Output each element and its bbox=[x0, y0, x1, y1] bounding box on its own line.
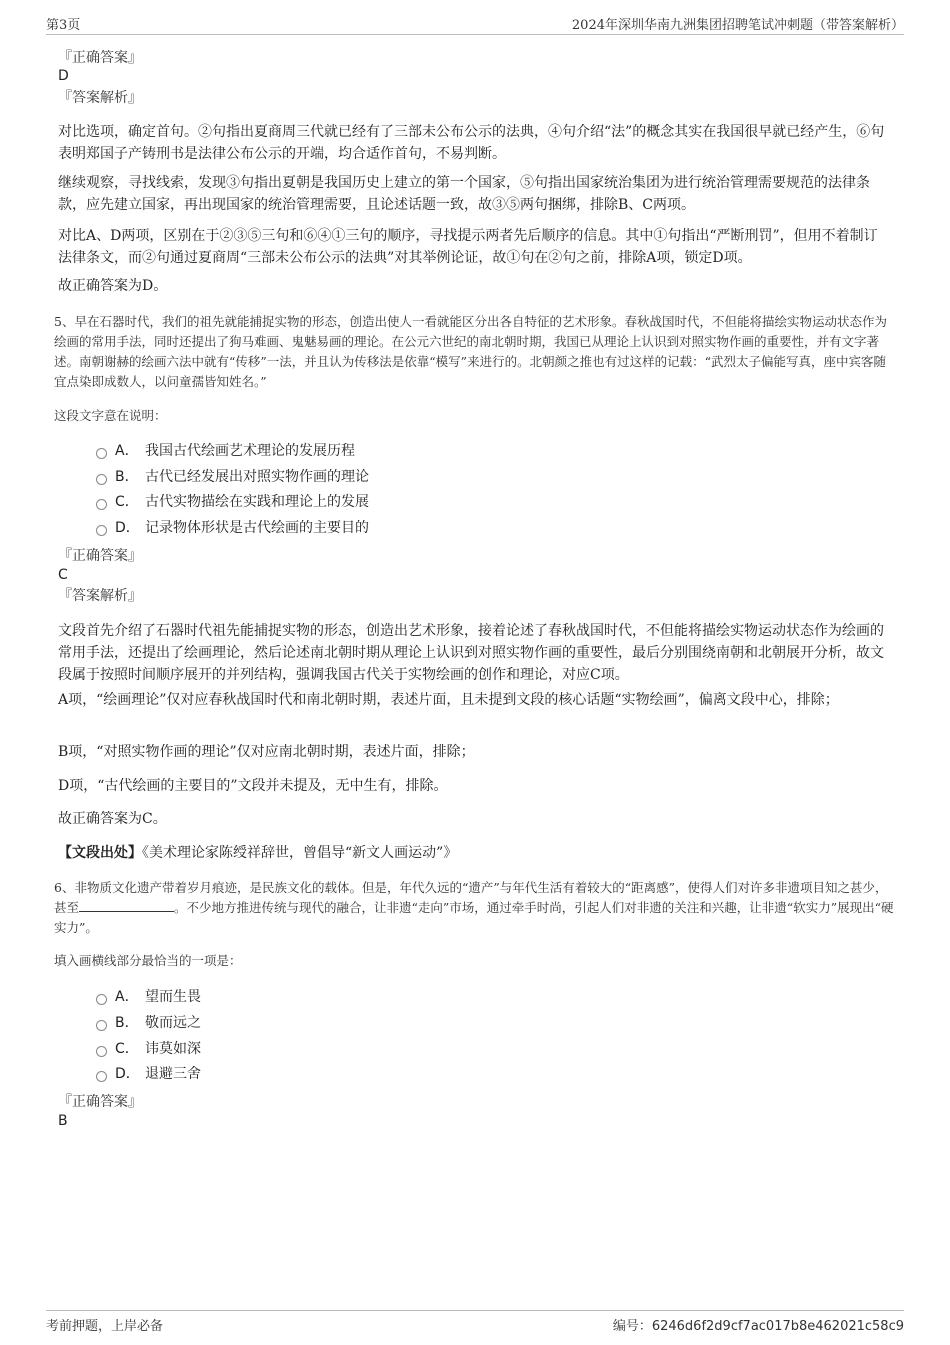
answer-label: 『正确答案』 bbox=[58, 1094, 142, 1110]
radio-button[interactable] bbox=[96, 448, 107, 459]
analysis-paragraph: 对比选项，确定首句。②句指出夏商周三代就已经有了三部未公布公示的法典，④句介绍“法”的概念其实在我国很早就已经产生，⑥句表明郑国子产铸刑书是法律公布公示的开端，均合适作首句，不易判断。 bbox=[58, 124, 885, 162]
page-footer bbox=[46, 1310, 904, 1335]
document-title: 2024年深圳华南九洲集团招聘笔试冲刺题（带答案解析） bbox=[571, 18, 904, 33]
radio-button[interactable] bbox=[96, 474, 107, 485]
analysis-label: 『答案解析』 bbox=[58, 588, 142, 604]
answer-value: D bbox=[58, 68, 69, 84]
option-c[interactable]: C． 古代实物描绘在实践和理论上的发展 bbox=[96, 492, 369, 512]
analysis-paragraph: 对比A、D两项，区别在于②③⑤三句和⑥④①三句的顺序，寻找提示两者先后顺序的信息。其中①句指出“严断刑罚”，但用不着制订法律条文，而②句通过夏商周“三部未公布公示的法典”对其举例论证，故①句在②句之前，排除A项，锁定D项。 bbox=[58, 228, 878, 266]
question-stem: 5、早在石器时代，我们的祖先就能捕捉实物的形态，创造出使人一看就能区分出各自特征的艺术形象。春秋战国时代，不但能将描绘实物运动状态作为绘画的常用手法，同时还提出了狗马难画、鬼魅易画的理论。在公元六世纪的南北朝时期，我国已从理论上认识到对照实物作画的重要性，并有文字著述。南朝谢赫的绘画六法中就有“传移”一法，并且认为传移法是依靠“模写”来进行的。北朝颜之推也有过这样的记载：“武烈太子偏能写真，座中宾客随宜点染即成数人，以问童孺皆知姓名。” bbox=[54, 314, 887, 389]
analysis-paragraph: A项，“绘画理论”仅对应春秋战国时代和南北朝时期，表述片面，且未提到文段的核心话题“实物绘画”，偏离文段中心，排除； bbox=[58, 692, 839, 708]
option-b[interactable]: B． 古代已经发展出对照实物作画的理论 bbox=[96, 467, 369, 487]
answer-label: 『正确答案』 bbox=[58, 50, 142, 66]
radio-button[interactable] bbox=[96, 1071, 107, 1082]
source-line bbox=[58, 842, 890, 864]
option-c[interactable]: C． 讳莫如深 bbox=[96, 1039, 201, 1059]
radio-button[interactable] bbox=[96, 499, 107, 510]
analysis-paragraph: B项，“对照实物作画的理论”仅对应南北朝时期，表述片面，排除； bbox=[58, 744, 475, 760]
answer-value: B bbox=[58, 1113, 68, 1129]
radio-button[interactable] bbox=[96, 525, 107, 536]
answer-label: 『正确答案』 bbox=[58, 548, 142, 564]
analysis-conclusion: 故正确答案为C。 bbox=[58, 811, 167, 827]
page-number: 第3页 bbox=[46, 18, 81, 33]
analysis-label: 『答案解析』 bbox=[58, 90, 142, 106]
source-label: 【文段出处】 bbox=[58, 845, 142, 861]
option-a[interactable]: A． 望而生畏 bbox=[96, 987, 201, 1007]
option-b[interactable]: B． 敬而远之 bbox=[96, 1013, 201, 1033]
radio-button[interactable] bbox=[96, 1020, 107, 1031]
analysis-paragraph: D项，“古代绘画的主要目的”文段并未提及，无中生有，排除。 bbox=[58, 778, 448, 794]
footer-slogan: 考前押题，上岸必备 bbox=[46, 1319, 164, 1334]
fill-blank bbox=[79, 899, 174, 912]
analysis-paragraph: 文段首先介绍了石器时代祖先能捕捉实物的形态，创造出艺术形象，接着论述了春秋战国时代，不但能将描绘实物运动状态作为绘画的常用手法，还提出了绘画理论，然后论述南北朝时期从理论上认识到对照实物作画的重要性，最后分别围绕南朝和北朝展开分析，故文段属于按照时间顺序展开的并列结构，强调我国古代关于实物绘画的创作和理论，对应C项。 bbox=[58, 623, 884, 683]
option-d[interactable]: D． 记录物体形状是古代绘画的主要目的 bbox=[96, 518, 369, 538]
analysis-conclusion: 故正确答案为D。 bbox=[58, 278, 168, 294]
question-prompt: 填入画横线部分最恰当的一项是： bbox=[54, 953, 242, 968]
answer-value: C bbox=[58, 567, 68, 583]
question-stem: 6、非物质文化遗产带着岁月痕迹，是民族文化的载体。但是，年代久远的“遗产”与年代生活有着较大的“距离感”，使得人们对许多非遗项目知之甚少，甚至 。不少地方推进传统与现代的融合，让非遗“走向”市场，通过牵手时尚，引起人们对非遗的关注和兴趣，让非遗“软实力”展现出“硬实力”。 bbox=[54, 880, 894, 935]
radio-button[interactable] bbox=[96, 994, 107, 1005]
radio-button[interactable] bbox=[96, 1046, 107, 1057]
source-text: 《美术理论家陈绶祥辞世，曾倡导“新文人画运动”》 bbox=[142, 845, 458, 861]
option-a[interactable]: A． 我国古代绘画艺术理论的发展历程 bbox=[96, 441, 355, 461]
page-header bbox=[46, 12, 904, 35]
question-prompt: 这段文字意在说明： bbox=[54, 408, 167, 423]
option-d[interactable]: D． 退避三舍 bbox=[96, 1064, 201, 1084]
analysis-paragraph: 继续观察，寻找线索，发现③句指出夏朝是我国历史上建立的第一个国家，⑤句指出国家统治集团为进行统治管理需要规范的法律条款，应先建立国家，再出现国家的统治管理需要，且论述话题一致，故③⑤两句捆绑，排除B、C两项。 bbox=[58, 175, 870, 213]
document-code: 编号：6246d6f2d9cf7ac017b8e462021c58c9 bbox=[612, 1319, 904, 1334]
